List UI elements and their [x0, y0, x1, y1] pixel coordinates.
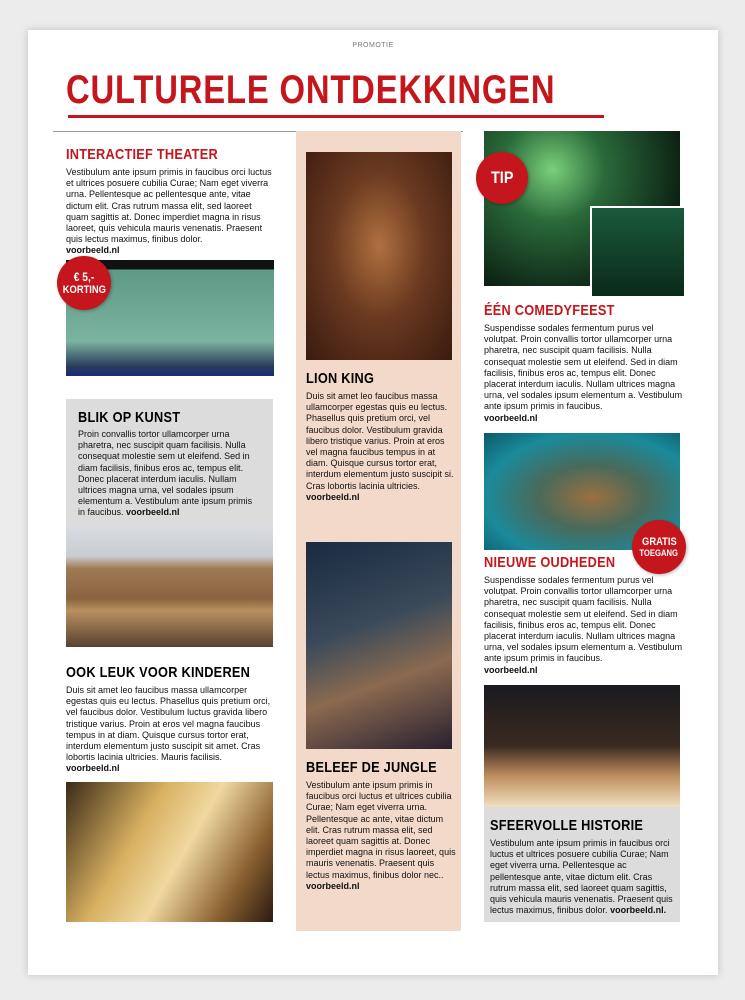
article-title: ÉÉN COMEDYFEEST: [484, 302, 615, 319]
article-body: Suspendisse sodales fermentum purus vel volutpat. Proin convallis tortor ullamcorper urna pharetra, nec suscipit quam facilisis. Nulla consequat molestie sem ut eleifend. Sed in diam facilisis, finibus eros ac, tempus elit. Donec placerat interdum iaculis. Nullam ultrices magna urna, vel sodales ipsum elementum a. Vestibulum ante ipsum primis in faucibus. voorbeeld.nl: [484, 323, 683, 423]
article-title: BLIK OP KUNST: [78, 409, 181, 426]
korting-badge: € 5,- KORTING: [57, 256, 111, 310]
article-link[interactable]: voorbeeld.nl: [306, 880, 360, 891]
article-body: Vestibulum ante ipsum primis in faucibus orci luctus et ultrices posuere cubilia Curae; Nam eget viverra urna. Pellentesque ac pellentesque ante, vitae dictum elit. Cras rutrum massa elit, sed laoreet quam sagittis, quis vehicula mauris venenatis. Praesent quis lectus maximus, finibus dolor. voorbeeld.nl.: [490, 838, 673, 916]
article-title: INTERACTIEF THEATER: [66, 146, 218, 163]
title-underline: [68, 115, 604, 118]
article-body: Suspendisse sodales fermentum purus vel volutpat. Proin convallis tortor ullamcorper urna pharetra, nec suscipit quam facilisis. Nulla consequat molestie sem ut eleifend. Sed in diam facilisis, finibus eros ac, tempus elit. Donec placerat interdum iaculis. Nullam ultrices magna urna, vel sodales ipsum elementum a. Vestibulum ante ipsum primis in faucibus. voorbeeld.nl: [484, 575, 683, 675]
castle-photo: [484, 685, 680, 807]
article-body: Proin convallis tortor ullamcorper urna pharetra, nec suscipit quam facilisis. Nulla consequat molestie sem ut eleifend. Sed in diam facilisis, finibus eros ac, tempus elit. Donec placerat interdum iaculis. Nullam ultrices magna urna, vel sodales ipsum elementum a. Vestibulum ante ipsum primis in faucibus. voorbeeld.nl: [78, 429, 253, 518]
article-link[interactable]: voorbeeld.nl: [66, 763, 120, 774]
article-body: Duis sit amet leo faucibus massa ullamcorper egestas quis eu lectus. Phasellus quis pretium orci, vel faucibus dolor. Vestibulum luctus gravida libero tristique varius. Proin at eros vel magna faucibus tempus in at diam. Quisque cursus tortor erat, interdum elementum justo suscipit sit amet. Cras lobortis lacinia ultricies. Mauris facilisis. voorbeeld.nl: [66, 685, 271, 774]
article-lion-king: [306, 370, 456, 503]
article-title: BELEEF DE JUNGLE: [306, 759, 437, 776]
article-link[interactable]: voorbeeld.nl: [484, 412, 538, 423]
museum-photo: [66, 526, 273, 647]
tip-badge: TIP: [476, 152, 528, 204]
article-title: LION KING: [306, 370, 375, 387]
promo-label: PROMOTIE: [352, 42, 394, 49]
lion-king-photo: [306, 152, 452, 360]
page-title: CULTURELE ONTDEKKINGEN: [66, 68, 556, 112]
article-kinderen: [66, 664, 276, 775]
magazine-page: [28, 30, 718, 975]
article-body: Duis sit amet leo faucibus massa ullamcorper egestas quis eu lectus. Phasellus quis pretium orci, vel faucibus dolor. Vestibulum gravida libero tristique varius. Proin at eros vel magna faucibus tempus in at diam. Quisque cursus tortor erat, interdum elementum justo suscipit si. Cras lobortis lacinia ultricies. voorbeeld.nl: [306, 391, 454, 502]
article-nieuwe-oudheden: [484, 554, 689, 676]
article-title: OOK LEUK VOOR KINDEREN: [66, 664, 251, 681]
jungle-photo: [306, 542, 452, 749]
gratis-badge: GRATIS TOEGANG: [632, 520, 686, 574]
article-title: NIEUWE OUDHEDEN: [484, 554, 616, 571]
article-sfeervolle-historie: [484, 807, 680, 922]
article-link[interactable]: voorbeeld.nl: [306, 491, 360, 502]
article-link[interactable]: voorbeeld.nl: [484, 664, 538, 675]
article-comedyfeest: [484, 302, 689, 424]
article-body: Vestibulum ante ipsum primis in faucibus orci luctus et ultrices cubilia Curae; Nam eget viverra urna. Pellentesque ac ante, vitae dictum elit. Cras rutrum massa elit, sed laoreet quam sagittis at. Donec imperdiet magna in risus laoreet, quis mauris venenatis. Praesent quis lectus maximus, finibus dolor nec.. voorbeeld.nl: [306, 780, 456, 891]
article-link[interactable]: voorbeeld.nl: [126, 507, 180, 518]
article-link[interactable]: voorbeeld.nl: [66, 245, 120, 256]
article-blik-op-kunst: [66, 399, 273, 526]
article-beleef-de-jungle: [306, 759, 456, 892]
article-link[interactable]: voorbeeld.nl.: [610, 905, 667, 916]
comedian-photo: [590, 206, 686, 298]
article-interactief-theater: [66, 146, 274, 257]
organ-photo: [66, 782, 273, 922]
article-title: SFEERVOLLE HISTORIE: [490, 817, 644, 834]
article-body: Vestibulum ante ipsum primis in faucibus orci luctus et ultrices posuere cubilia Curae; Nam eget viverra urna. Pellentesque ac pellentesque ante, vitae dictum elit. Cras rutrum massa elit, sed laoreet quam sagittis at. Donec imperdiet magna in risus laoreet, quis vehicula mauris venenatis. Praesent quis lectus maximus, finibus dolor. voorbeeld.nl: [66, 167, 272, 256]
